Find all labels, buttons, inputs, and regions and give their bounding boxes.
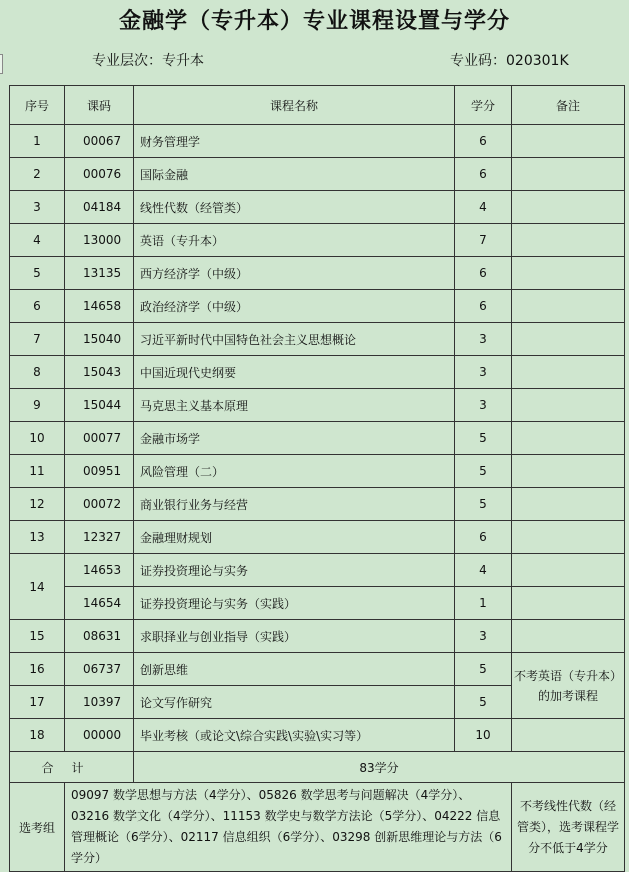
row-name: 证券投资理论与实务（实践） [134, 587, 455, 620]
table-row [10, 290, 625, 323]
row-code: 08631 [65, 620, 134, 653]
row-credit: 6 [455, 521, 512, 554]
table-row [10, 422, 625, 455]
row-code: 14654 [65, 587, 134, 620]
table-row [10, 653, 625, 686]
total-label: 合计 [10, 752, 134, 783]
row-credit: 6 [455, 290, 512, 323]
row-note [512, 257, 625, 290]
row-seq: 12 [10, 488, 65, 521]
total-value: 83学分 [134, 752, 625, 783]
row-credit: 1 [455, 587, 512, 620]
row-name: 金融理财规划 [134, 521, 455, 554]
row-name: 商业银行业务与经营 [134, 488, 455, 521]
row-credit: 5 [455, 653, 512, 686]
header-credit: 学分 [455, 86, 512, 125]
header-code: 课码 [65, 86, 134, 125]
row-name: 金融市场学 [134, 422, 455, 455]
row-name: 财务管理学 [134, 125, 455, 158]
header-name: 课程名称 [134, 86, 455, 125]
row-note [512, 125, 625, 158]
row-credit: 3 [455, 356, 512, 389]
row-note [512, 356, 625, 389]
table-row [10, 125, 625, 158]
row-code: 00072 [65, 488, 134, 521]
row-seq: 16 [10, 653, 65, 686]
window-edge-handle [0, 54, 3, 74]
row-code: 15040 [65, 323, 134, 356]
row-seq: 10 [10, 422, 65, 455]
row-name: 西方经济学（中级） [134, 257, 455, 290]
row-code: 12327 [65, 521, 134, 554]
row-code: 00067 [65, 125, 134, 158]
row-code: 04184 [65, 191, 134, 224]
row-seq: 1 [10, 125, 65, 158]
row-note [512, 554, 625, 587]
row-note [512, 719, 625, 752]
row-note [512, 422, 625, 455]
row-seq: 7 [10, 323, 65, 356]
row-seq: 9 [10, 389, 65, 422]
row-note [512, 587, 625, 620]
major-code: 专业码：020301K [450, 53, 569, 69]
row-code: 06737 [65, 653, 134, 686]
table-row [10, 224, 625, 257]
header-note: 备注 [512, 86, 625, 125]
row-name: 毕业考核（或论文\综合实践\实验\实习等） [134, 719, 455, 752]
table-row [10, 455, 625, 488]
table-row [10, 587, 625, 620]
row-name: 线性代数（经管类） [134, 191, 455, 224]
table-row [10, 158, 625, 191]
row-name: 中国近现代史纲要 [134, 356, 455, 389]
elective-note: 不考线性代数（经管类），选考课程学分不低于4学分 [512, 783, 625, 872]
table-row [10, 191, 625, 224]
row-seq: 14 [10, 554, 65, 620]
row-note [512, 158, 625, 191]
row-note [512, 389, 625, 422]
row-credit: 7 [455, 224, 512, 257]
course-table [9, 85, 625, 872]
row-code: 00951 [65, 455, 134, 488]
row-credit: 3 [455, 620, 512, 653]
row-code: 13000 [65, 224, 134, 257]
row-seq: 18 [10, 719, 65, 752]
row-name: 英语（专升本） [134, 224, 455, 257]
row-name: 政治经济学（中级） [134, 290, 455, 323]
elective-courses: 09097 数学思想与方法（4学分）、05826 数学思考与问题解决（4学分）、03216 数学文化（4学分）、11153 数学史与数学方法论（5学分）、04222 信息管理概论（6学分）、02117 信息组织（6学分）、03298 创新思维理论与方法（6学分） [65, 783, 512, 872]
row-note [512, 224, 625, 257]
total-row [10, 752, 625, 783]
table-row [10, 257, 625, 290]
row-note [512, 455, 625, 488]
row-credit: 5 [455, 455, 512, 488]
row-note [512, 323, 625, 356]
row-code: 15044 [65, 389, 134, 422]
row-name: 求职择业与创业指导（实践） [134, 620, 455, 653]
row-name: 证券投资理论与实务 [134, 554, 455, 587]
major-level: 专业层次：专升本 [92, 53, 204, 69]
row-credit: 3 [455, 389, 512, 422]
row-name: 风险管理（二） [134, 455, 455, 488]
row-credit: 4 [455, 191, 512, 224]
row-seq: 6 [10, 290, 65, 323]
table-row [10, 323, 625, 356]
row-code: 13135 [65, 257, 134, 290]
table-header-row [10, 86, 625, 125]
row-code: 10397 [65, 686, 134, 719]
elective-row [10, 783, 625, 872]
row-credit: 6 [455, 158, 512, 191]
row-seq: 3 [10, 191, 65, 224]
row-seq: 11 [10, 455, 65, 488]
row-note [512, 191, 625, 224]
row-note [512, 290, 625, 323]
row-credit: 6 [455, 257, 512, 290]
row-code: 00000 [65, 719, 134, 752]
row-credit: 3 [455, 323, 512, 356]
row-code: 15043 [65, 356, 134, 389]
row-name: 国际金融 [134, 158, 455, 191]
row-credit: 5 [455, 686, 512, 719]
table-row [10, 521, 625, 554]
row-seq: 5 [10, 257, 65, 290]
header-seq: 序号 [10, 86, 65, 125]
elective-label: 选考组 [10, 783, 65, 872]
table-row [10, 719, 625, 752]
row-note [512, 620, 625, 653]
row-seq: 4 [10, 224, 65, 257]
table-row [10, 389, 625, 422]
row-credit: 4 [455, 554, 512, 587]
page-title: 金融学（专升本）专业课程设置与学分 [118, 8, 510, 34]
table-row [10, 620, 625, 653]
row-note [512, 488, 625, 521]
row-code: 00076 [65, 158, 134, 191]
row-note-extra-courses: 不考英语（专升本）的加考课程 [512, 653, 625, 719]
row-name: 习近平新时代中国特色社会主义思想概论 [134, 323, 455, 356]
row-credit: 5 [455, 488, 512, 521]
table-row [10, 554, 625, 587]
row-name: 创新思维 [134, 653, 455, 686]
row-seq: 2 [10, 158, 65, 191]
row-credit: 10 [455, 719, 512, 752]
row-seq: 13 [10, 521, 65, 554]
row-note [512, 521, 625, 554]
table-row [10, 488, 625, 521]
row-credit: 6 [455, 125, 512, 158]
row-seq: 15 [10, 620, 65, 653]
row-code: 00077 [65, 422, 134, 455]
row-code: 14653 [65, 554, 134, 587]
row-credit: 5 [455, 422, 512, 455]
row-seq: 17 [10, 686, 65, 719]
row-name: 马克思主义基本原理 [134, 389, 455, 422]
row-seq: 8 [10, 356, 65, 389]
table-row [10, 356, 625, 389]
row-name: 论文写作研究 [134, 686, 455, 719]
row-code: 14658 [65, 290, 134, 323]
